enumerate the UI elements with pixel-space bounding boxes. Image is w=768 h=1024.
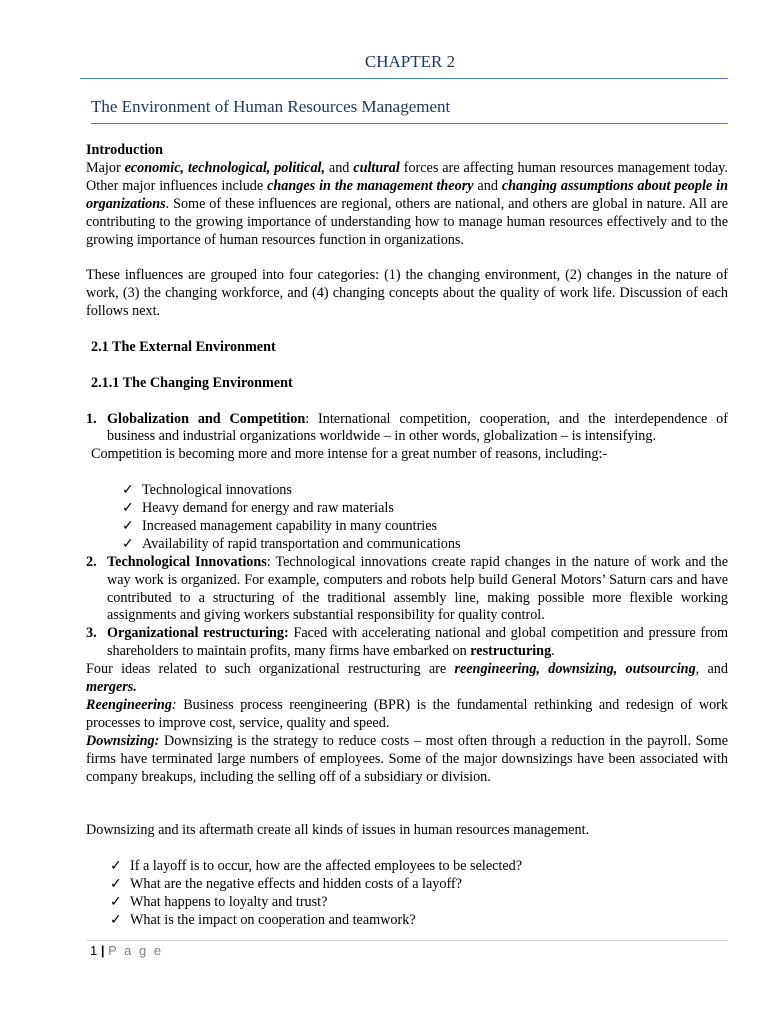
reasons-list: [86, 482, 728, 554]
text-run: Downsizing is the strategy to reduce costs – most often through a reduction in the payroll. Some firms have terminated large numbers of employees. Some of the major downsizings have been associated with company breakups, including the selling off of a subsidiary or division.: [86, 732, 728, 785]
questions-list: [86, 858, 728, 930]
intro-heading: Introduction: [86, 142, 163, 158]
text-run: changes in the management theory: [267, 177, 474, 194]
checkmark-icon: ✓: [110, 911, 122, 928]
text-run: Business process reengineering (BPR) is the fundamental rethinking and redesign of work processes to improve cost, service, quality and speed.: [86, 697, 728, 731]
list-item-technological: 2. Technological Innovations: Technological innovations create rapid changes in the nature of work and the way work is organized. For example, computers and robots help build General Motors’ Saturn cars and have contributed to a structuring of the traditional assembly line, making possible more flexible working assignments and giving workers substantial responsibility for quality control.: [86, 553, 728, 624]
downsizing-paragraph: [86, 733, 728, 787]
chapter-rule: [80, 78, 728, 79]
list-item-globalization: 1. Globalization and Competition: International competition, cooperation, and the interdependence of business and industrial organizations worldwide – in other words, globalization – is intensifying.: [86, 410, 728, 445]
list-item: ✓ Availability of rapid transportation and communications: [122, 535, 461, 552]
text-run: economic, technological, political,: [124, 159, 326, 176]
text-run: reengineering, downsizing, outsourcing: [454, 661, 696, 678]
numbered-list: [86, 411, 728, 447]
intro-paragraph: [86, 160, 728, 250]
checkmark-icon: ✓: [122, 482, 134, 499]
text-run: mergers.: [86, 679, 137, 696]
subsection-heading: 2.1.1 The Changing Environment: [91, 374, 293, 391]
text-run: and: [325, 159, 354, 176]
four-ideas-paragraph: [86, 661, 728, 697]
list-item: ✓ What is the impact on cooperation and teamwork?: [110, 911, 416, 928]
checkmark-icon: ✓: [122, 535, 134, 552]
list-item: ✓ If a layoff is to occur, how are the affected employees to be selected?: [110, 858, 523, 875]
text-run: changing assumptions about people in organizations: [86, 177, 728, 212]
list-item-title: Globalization and Competition: [107, 410, 306, 427]
list-item-text: Technological innovations create rapid changes in the nature of work and the way work is organized. For example, computers and robots help build General Motors’ Saturn cars and have contributed to a structuring of the traditional assembly line, making possible more flexible working assignments and giving workers substantial responsibility for quality control.: [107, 553, 728, 624]
text-run: Major: [86, 159, 125, 176]
document-body: [86, 142, 728, 930]
list-item: ✓ Heavy demand for energy and raw materials: [122, 500, 394, 517]
checkmark-icon: ✓: [110, 876, 122, 893]
aftermath-paragraph: Downsizing and its aftermath create all kinds of issues in human resources management.: [86, 822, 590, 839]
text-run: and: [473, 177, 502, 194]
checkmark-icon: ✓: [122, 517, 134, 534]
checkmark-icon: ✓: [122, 500, 134, 517]
text-run: Downsizing:: [86, 732, 160, 749]
text-run: forces are affecting human resources management today. Other major influences include: [86, 159, 728, 194]
chapter-heading: CHAPTER 2: [364, 52, 456, 71]
reengineering-paragraph: [86, 697, 728, 733]
page-footer: [90, 943, 163, 958]
numbered-list-continued: [86, 554, 728, 661]
list-item: ✓ What are the negative effects and hidden costs of a layoff?: [110, 876, 462, 893]
list-item-title: Technological Innovations: [107, 553, 267, 570]
list-item-restructuring: 3. Organizational restructuring: Faced with accelerating national and global competition and pressure from shareholders to maintain profits, many firms have embarked on restructuring.: [86, 625, 728, 660]
checkmark-icon: ✓: [110, 858, 122, 875]
list-item: ✓ What happens to loyalty and trust?: [110, 893, 328, 910]
chapter-title: The Environment of Human Resources Management: [91, 97, 451, 116]
list-item-title: Organizational restructuring:: [107, 625, 289, 642]
text-run: . Some of these influences are regional, others are national, and others are global in nature. All are contributing to the growing importance of understanding how to manage human resources effectively and to the growing importance of human resources function in organizations.: [86, 195, 728, 248]
text-run: Four ideas related to such organizational restructuring are: [86, 661, 455, 678]
section-heading: 2.1 The External Environment: [91, 338, 276, 355]
categories-paragraph: These influences are grouped into four categories: (1) the changing environment, (2) changes in the nature of work, (3) the changing workforce, and (4) changing concepts about the quality of work life. Discussion of each follows next.: [86, 267, 728, 320]
list-number: 1.: [86, 410, 97, 427]
list-number: 3.: [86, 625, 97, 642]
list-item-text: International competition, cooperation, and the interdependence of business and industrial organizations worldwide – in other words, globalization – is intensifying.: [107, 410, 728, 445]
list-number: 2.: [86, 553, 97, 570]
page-number: 1: [90, 943, 98, 958]
title-rule: [91, 123, 728, 124]
checkmark-icon: ✓: [110, 893, 122, 910]
list-item: ✓ Increased management capability in many countries: [122, 517, 438, 534]
text-run: Reengineering: [86, 697, 172, 714]
restructuring-term: restructuring: [470, 643, 552, 660]
page-label: P a g e: [108, 943, 164, 958]
text-run: cultural: [353, 159, 400, 176]
competition-line: Competition is becoming more and more intense for a great number of reasons, including:-: [91, 446, 608, 463]
list-item-text: Faced with accelerating national and global competition and pressure from shareholders to maintain profits, many firms have embarked on: [107, 625, 728, 660]
text-run: , and: [695, 661, 728, 678]
text-run: :: [171, 697, 177, 714]
list-item: ✓ Technological innovations: [122, 482, 292, 499]
footer-rule: [86, 940, 728, 941]
footer-separator: |: [100, 943, 105, 958]
